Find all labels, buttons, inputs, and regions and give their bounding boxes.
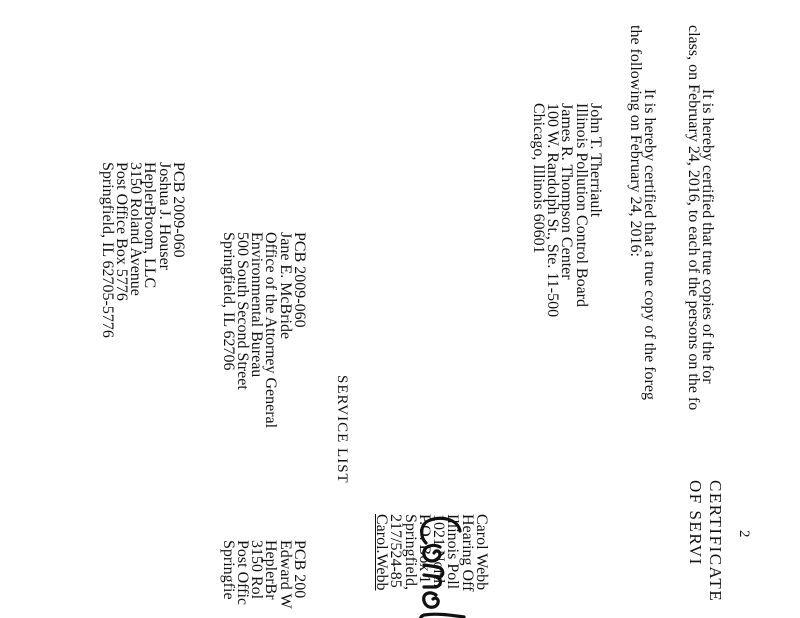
para1-line2: class, on February 24, 2016, to each of the persons on the fo: [684, 25, 702, 411]
address-line: PCB 200: [291, 540, 308, 599]
address-line: 100 W. Randolph St., Ste. 11-500: [544, 103, 562, 318]
address-line: HeplerBr: [262, 540, 280, 600]
address-line: 1021 North: [430, 514, 448, 588]
address-line: Springfield, IL 62705-5776: [98, 162, 116, 338]
address-line: 500 South Second Street: [233, 232, 251, 390]
address-line: Hearing Off: [458, 514, 476, 592]
recipient-address-block: [531, 103, 602, 317]
address-line: Springfield,: [401, 514, 419, 590]
address-line: Edward W: [276, 540, 294, 609]
address-line: 3150 Rol: [248, 540, 266, 600]
address-line: Joshua J. Houser: [155, 162, 173, 270]
handwritten-signature: [406, 513, 470, 618]
certification-paragraph-1: [685, 25, 714, 618]
address-line: Environmental Bureau: [248, 232, 266, 378]
para2-line1: It is hereby certified that a true copy of the foreg: [641, 89, 658, 400]
address-line: Office of the Attorney General: [262, 232, 280, 429]
address-line: Carol Webb: [473, 514, 490, 591]
address-line: 217/524-85: [387, 514, 405, 588]
address-line: Springfield, IL 62706: [219, 232, 237, 371]
service-address-houser: [99, 162, 185, 338]
address-line: P.O. Box 1: [415, 514, 433, 584]
address-line: PCB 2009-060: [170, 162, 187, 258]
address-line: Chicago, Illinois 60601: [529, 103, 547, 254]
address-line: James R. Thompson Center: [558, 103, 576, 280]
address-line: Post Office Box 5776: [112, 162, 130, 301]
address-line: Springfie: [219, 540, 237, 600]
para1-line1: It is hereby certified that true copies of the for: [699, 89, 716, 384]
address-line: Illinois Poll: [444, 514, 462, 590]
address-line: 3150 Roland Avenue: [127, 162, 145, 296]
email-link[interactable]: Carol.Webb: [372, 514, 390, 591]
para2-line2: the following on February 24, 2016:: [626, 25, 644, 257]
address-line: Post Offic: [233, 540, 251, 606]
address-line: Illinois Pollution Control Board: [572, 103, 590, 308]
service-address-hb: [220, 540, 306, 609]
address-line: John T. Therriault: [587, 103, 604, 218]
certification-paragraph-2: [627, 25, 656, 618]
address-line: Jane E. McBride: [276, 232, 294, 340]
address-line: PCB 2009-060: [291, 232, 308, 328]
certificate-title: CERTIFICATE OF SERVI: [686, 480, 725, 603]
service-address-ag: [220, 232, 306, 428]
service-list-title: SERVICE LIST: [334, 375, 350, 484]
address-line: HeplerBroom, LLC: [141, 162, 159, 289]
page-number: 2: [736, 530, 752, 538]
